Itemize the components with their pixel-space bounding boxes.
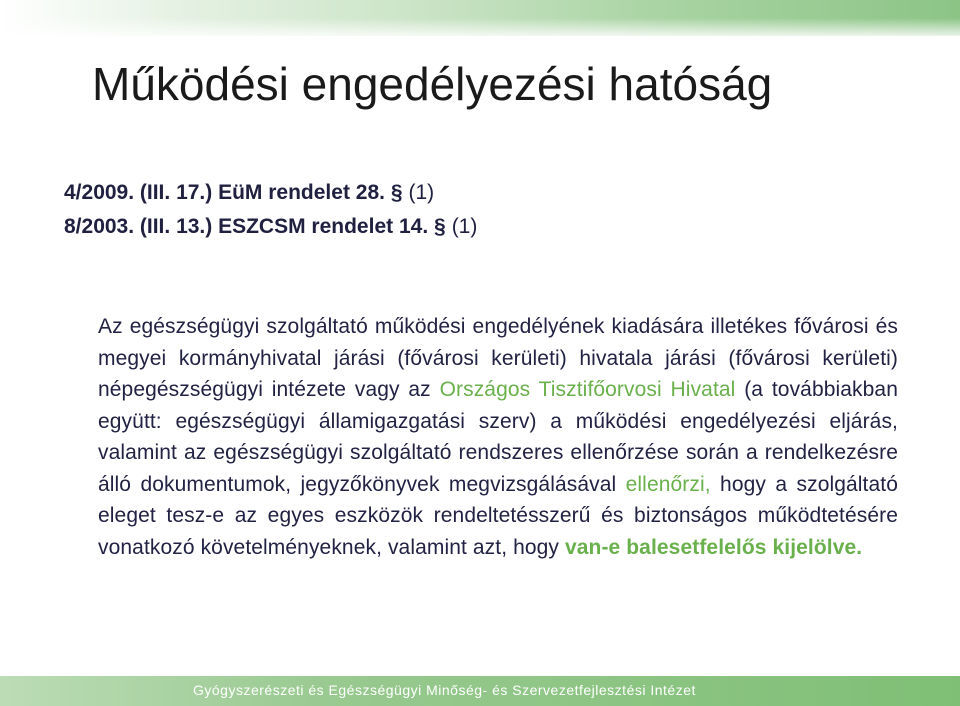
section-symbol: § bbox=[390, 181, 403, 204]
body-text-part: (a továbbiakban együtt: egészségügyi államigazgatási szerv) a működési engedélyezési eljárás, valamint az egészségügyi szolgáltató rendszeres ellenőrzése során a rendelkezésre álló dokumentumok, jegyzőkönyvek megvizsgálásával bbox=[98, 378, 898, 496]
law-reference-text: 4/2009. (III. 17.) EüM rendelet 28. bbox=[64, 181, 385, 204]
section-symbol: § bbox=[434, 215, 446, 238]
highlight-verb: ellenőrzi, bbox=[625, 472, 711, 496]
paragraph-number: (1) bbox=[408, 181, 435, 204]
highlight-conclusion: van-e balesetfelelős kijelölve. bbox=[564, 535, 863, 559]
law-reference-2 bbox=[64, 210, 477, 244]
highlight-authority: Országos Tisztifőorvosi Hivatal bbox=[439, 378, 736, 401]
footer-institution: Gyógyszerészeti és Egészségügyi Minőség- és Szervezetfejlesztési Intézet bbox=[193, 682, 696, 698]
law-references bbox=[64, 176, 477, 244]
body-text-part: Az egészségügyi szolgáltató működési engedélyének kiadására illetékes fővárosi és megyei kormányhivatal járási (fővárosi kerületi) hivatala járási (fővárosi kerületi) népegészségügyi intézete vagy az bbox=[98, 315, 898, 401]
body-paragraph bbox=[98, 311, 898, 563]
paragraph-number: (1) bbox=[451, 215, 478, 238]
law-reference-text: 8/2003. (III. 13.) ESZCSM rendelet 14. bbox=[64, 215, 429, 238]
top-band-fade bbox=[0, 18, 960, 40]
footer-band bbox=[0, 676, 960, 706]
law-reference-1 bbox=[64, 176, 477, 210]
body-text-part: hogy a szolgáltató eleget tesz-e az egyes eszközök rendeltetésszerű és biztonságos működtetésére vonatkozó követelményeknek, valamint azt, hogy bbox=[98, 472, 898, 559]
slide-title: Működési engedélyezési hatóság bbox=[92, 58, 773, 110]
